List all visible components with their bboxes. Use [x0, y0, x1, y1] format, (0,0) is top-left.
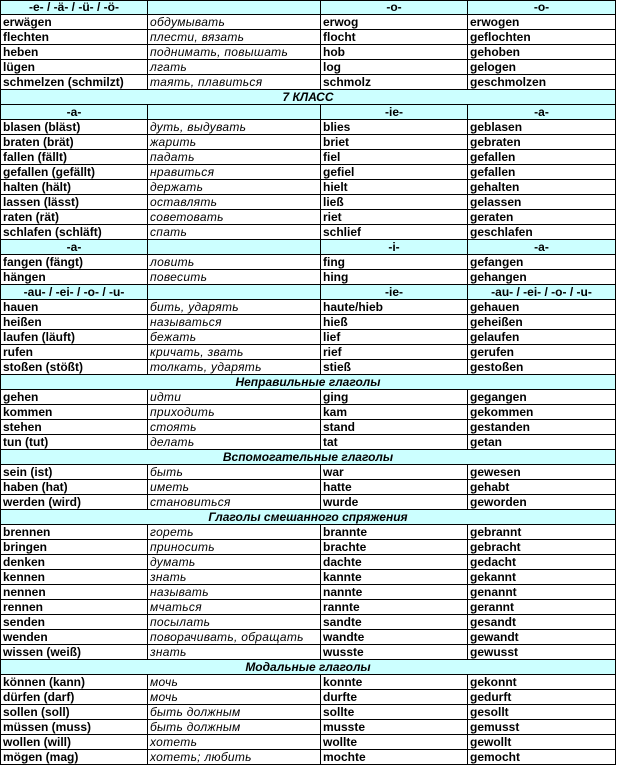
participle-cell: gesandt [468, 615, 616, 629]
table-row [1, 45, 616, 60]
empty-cell [148, 105, 321, 119]
preterite-cell: riet [321, 210, 468, 224]
translation-cell: спать [148, 225, 321, 239]
translation-cell: держать [148, 180, 321, 194]
table-row [1, 150, 616, 165]
preterite-cell: erwog [321, 15, 468, 29]
infinitive-cell: heben [1, 45, 148, 59]
table-row [1, 465, 616, 480]
table-row [1, 255, 616, 270]
preterite-cell: konnte [321, 675, 468, 689]
preterite-cell: hing [321, 270, 468, 284]
participle-cell: gehoben [468, 45, 616, 59]
preterite-cell: tat [321, 435, 468, 449]
preterite-cell: wusste [321, 645, 468, 659]
infinitive-cell: stoßen (stößt) [1, 360, 148, 374]
table-row [1, 120, 616, 135]
infinitive-cell: sollen (soll) [1, 705, 148, 719]
pattern-preterite-cell: -ie- [321, 105, 468, 119]
preterite-cell: ließ [321, 195, 468, 209]
table-row [1, 180, 616, 195]
section-header-row [1, 375, 616, 390]
participle-cell: gehangen [468, 270, 616, 284]
translation-cell: бежать [148, 330, 321, 344]
translation-cell: идти [148, 390, 321, 404]
infinitive-cell: wenden [1, 630, 148, 644]
preterite-cell: sollte [321, 705, 468, 719]
section-header-row [1, 90, 616, 105]
participle-cell: genannt [468, 585, 616, 599]
participle-cell: gesollt [468, 705, 616, 719]
participle-cell: gehabt [468, 480, 616, 494]
participle-cell: gelassen [468, 195, 616, 209]
preterite-cell: wurde [321, 495, 468, 509]
participle-cell: gewusst [468, 645, 616, 659]
infinitive-cell: senden [1, 615, 148, 629]
infinitive-cell: stehen [1, 420, 148, 434]
translation-cell: называться [148, 315, 321, 329]
translation-cell: мочь [148, 675, 321, 689]
infinitive-cell: lassen (lässt) [1, 195, 148, 209]
table-row [1, 555, 616, 570]
table-row [1, 15, 616, 30]
translation-cell: плести, вязать [148, 30, 321, 44]
empty-cell [148, 240, 321, 254]
pattern-infinitive-cell: -e- / -ä- / -ü- / -ö- [1, 1, 148, 14]
preterite-cell: mochte [321, 750, 468, 764]
pattern-participle-cell: -au- / -ei- / -o- / -u- [468, 285, 616, 299]
participle-cell: gebracht [468, 540, 616, 554]
table-row [1, 360, 616, 375]
participle-cell: gekannt [468, 570, 616, 584]
table-row [1, 390, 616, 405]
infinitive-cell: sein (ist) [1, 465, 148, 479]
preterite-cell: hielt [321, 180, 468, 194]
translation-cell: ловить [148, 255, 321, 269]
infinitive-cell: müssen (muss) [1, 720, 148, 734]
participle-cell: gerufen [468, 345, 616, 359]
participle-cell: gemocht [468, 750, 616, 764]
translation-cell: посылать [148, 615, 321, 629]
table-row [1, 225, 616, 240]
preterite-cell: log [321, 60, 468, 74]
infinitive-cell: raten (rät) [1, 210, 148, 224]
participle-cell: gewandt [468, 630, 616, 644]
table-row [1, 690, 616, 705]
translation-cell: быть [148, 465, 321, 479]
preterite-cell: sandte [321, 615, 468, 629]
translation-cell: приносить [148, 540, 321, 554]
participle-cell: gefallen [468, 165, 616, 179]
table-row [1, 735, 616, 750]
preterite-cell: ging [321, 390, 468, 404]
table-row [1, 480, 616, 495]
participle-cell: gegangen [468, 390, 616, 404]
table-row [1, 750, 616, 765]
infinitive-cell: schlafen (schläft) [1, 225, 148, 239]
preterite-cell: lief [321, 330, 468, 344]
participle-cell: gekommen [468, 405, 616, 419]
table-row [1, 525, 616, 540]
preterite-cell: hatte [321, 480, 468, 494]
vowel-pattern-row [1, 105, 616, 120]
table-row [1, 570, 616, 585]
table-row [1, 270, 616, 285]
infinitive-cell: hauen [1, 300, 148, 314]
pattern-participle-cell: -o- [468, 1, 616, 14]
translation-cell: мочь [148, 690, 321, 704]
preterite-cell: brachte [321, 540, 468, 554]
infinitive-cell: rufen [1, 345, 148, 359]
infinitive-cell: heißen [1, 315, 148, 329]
table-row [1, 135, 616, 150]
participle-cell: gebraten [468, 135, 616, 149]
translation-cell: таять, плавиться [148, 75, 321, 89]
preterite-cell: blies [321, 120, 468, 134]
infinitive-cell: lügen [1, 60, 148, 74]
infinitive-cell: blasen (bläst) [1, 120, 148, 134]
preterite-cell: flocht [321, 30, 468, 44]
participle-cell: getan [468, 435, 616, 449]
participle-cell: geblasen [468, 120, 616, 134]
preterite-cell: durfte [321, 690, 468, 704]
preterite-cell: rief [321, 345, 468, 359]
table-row [1, 675, 616, 690]
participle-cell: gewollt [468, 735, 616, 749]
table-row [1, 60, 616, 75]
vowel-pattern-row [1, 240, 616, 255]
pattern-participle-cell: -a- [468, 105, 616, 119]
participle-cell: geschlafen [468, 225, 616, 239]
infinitive-cell: kennen [1, 570, 148, 584]
translation-cell: знать [148, 570, 321, 584]
translation-cell: повесить [148, 270, 321, 284]
infinitive-cell: braten (brät) [1, 135, 148, 149]
translation-cell: нравиться [148, 165, 321, 179]
translation-cell: стоять [148, 420, 321, 434]
table-row [1, 540, 616, 555]
table-row [1, 630, 616, 645]
pattern-infinitive-cell: -a- [1, 240, 148, 254]
preterite-cell: hieß [321, 315, 468, 329]
table-row [1, 315, 616, 330]
infinitive-cell: gefallen (gefällt) [1, 165, 148, 179]
preterite-cell: wollte [321, 735, 468, 749]
section-title: Модальные глаголы [1, 660, 616, 674]
pattern-participle-cell: -a- [468, 240, 616, 254]
table-row [1, 165, 616, 180]
translation-cell: советовать [148, 210, 321, 224]
table-row [1, 495, 616, 510]
infinitive-cell: laufen (läuft) [1, 330, 148, 344]
infinitive-cell: erwägen [1, 15, 148, 29]
preterite-cell: schlief [321, 225, 468, 239]
preterite-cell: kam [321, 405, 468, 419]
infinitive-cell: können (kann) [1, 675, 148, 689]
table-row [1, 75, 616, 90]
table-row [1, 210, 616, 225]
infinitive-cell: mögen (mag) [1, 750, 148, 764]
infinitive-cell: denken [1, 555, 148, 569]
participle-cell: geraten [468, 210, 616, 224]
table-row [1, 345, 616, 360]
pattern-infinitive-cell: -au- / -ei- / -o- / -u- [1, 285, 148, 299]
preterite-cell: gefiel [321, 165, 468, 179]
participle-cell: gekonnt [468, 675, 616, 689]
table-row [1, 645, 616, 660]
participle-cell: gehalten [468, 180, 616, 194]
translation-cell: поворачивать, обращать [148, 630, 321, 644]
translation-cell: обдумывать [148, 15, 321, 29]
participle-cell: erwogen [468, 15, 616, 29]
infinitive-cell: schmelzen (schmilzt) [1, 75, 148, 89]
translation-cell: толкать, ударять [148, 360, 321, 374]
translation-cell: становиться [148, 495, 321, 509]
table-row [1, 720, 616, 735]
participle-cell: gestanden [468, 420, 616, 434]
infinitive-cell: brennen [1, 525, 148, 539]
preterite-cell: fing [321, 255, 468, 269]
participle-cell: gehauen [468, 300, 616, 314]
translation-cell: падать [148, 150, 321, 164]
infinitive-cell: wollen (will) [1, 735, 148, 749]
translation-cell: знать [148, 645, 321, 659]
translation-cell: мчаться [148, 600, 321, 614]
pattern-infinitive-cell: -a- [1, 105, 148, 119]
translation-cell: хотеть; любить [148, 750, 321, 764]
participle-cell: gelogen [468, 60, 616, 74]
participle-cell: gebrannt [468, 525, 616, 539]
section-header-row [1, 510, 616, 525]
table-row [1, 615, 616, 630]
infinitive-cell: bringen [1, 540, 148, 554]
preterite-cell: briet [321, 135, 468, 149]
participle-cell: gefangen [468, 255, 616, 269]
table-row [1, 585, 616, 600]
preterite-cell: stand [321, 420, 468, 434]
infinitive-cell: werden (wird) [1, 495, 148, 509]
section-title: Глаголы смешанного спряжения [1, 510, 616, 524]
section-header-row [1, 660, 616, 675]
participle-cell: geheißen [468, 315, 616, 329]
pattern-preterite-cell: -ie- [321, 285, 468, 299]
preterite-cell: wandte [321, 630, 468, 644]
infinitive-cell: flechten [1, 30, 148, 44]
infinitive-cell: tun (tut) [1, 435, 148, 449]
preterite-cell: war [321, 465, 468, 479]
preterite-cell: haute/hieb [321, 300, 468, 314]
infinitive-cell: dürfen (darf) [1, 690, 148, 704]
translation-cell: оставлять [148, 195, 321, 209]
translation-cell: думать [148, 555, 321, 569]
table-row [1, 600, 616, 615]
participle-cell: gerannt [468, 600, 616, 614]
participle-cell: geflochten [468, 30, 616, 44]
pattern-preterite-cell: -i- [321, 240, 468, 254]
infinitive-cell: wissen (weiß) [1, 645, 148, 659]
participle-cell: gewesen [468, 465, 616, 479]
empty-cell [148, 1, 321, 14]
preterite-cell: kannte [321, 570, 468, 584]
preterite-cell: hob [321, 45, 468, 59]
translation-cell: хотеть [148, 735, 321, 749]
participle-cell: gelaufen [468, 330, 616, 344]
participle-cell: gedacht [468, 555, 616, 569]
translation-cell: быть должным [148, 705, 321, 719]
participle-cell: geworden [468, 495, 616, 509]
participle-cell: gefallen [468, 150, 616, 164]
preterite-cell: schmolz [321, 75, 468, 89]
participle-cell: gestoßen [468, 360, 616, 374]
infinitive-cell: fallen (fällt) [1, 150, 148, 164]
table-row [1, 300, 616, 315]
translation-cell: поднимать, повышать [148, 45, 321, 59]
translation-cell: приходить [148, 405, 321, 419]
empty-cell [148, 285, 321, 299]
translation-cell: дуть, выдувать [148, 120, 321, 134]
table-row [1, 435, 616, 450]
translation-cell: гореть [148, 525, 321, 539]
translation-cell: кричать, звать [148, 345, 321, 359]
translation-cell: бить, ударять [148, 300, 321, 314]
translation-cell: иметь [148, 480, 321, 494]
participle-cell: gemusst [468, 720, 616, 734]
participle-cell: geschmolzen [468, 75, 616, 89]
infinitive-cell: halten (hält) [1, 180, 148, 194]
preterite-cell: fiel [321, 150, 468, 164]
section-title: Вспомогательные глаголы [1, 450, 616, 464]
table-row [1, 195, 616, 210]
table-row [1, 420, 616, 435]
translation-cell: делать [148, 435, 321, 449]
preterite-cell: rannte [321, 600, 468, 614]
preterite-cell: nannte [321, 585, 468, 599]
translation-cell: лгать [148, 60, 321, 74]
section-header-row [1, 450, 616, 465]
infinitive-cell: kommen [1, 405, 148, 419]
table-row [1, 405, 616, 420]
table-row [1, 30, 616, 45]
infinitive-cell: gehen [1, 390, 148, 404]
infinitive-cell: hängen [1, 270, 148, 284]
preterite-cell: stieß [321, 360, 468, 374]
infinitive-cell: haben (hat) [1, 480, 148, 494]
infinitive-cell: nennen [1, 585, 148, 599]
translation-cell: жарить [148, 135, 321, 149]
translation-cell: называть [148, 585, 321, 599]
infinitive-cell: rennen [1, 600, 148, 614]
preterite-cell: dachte [321, 555, 468, 569]
vowel-pattern-row [1, 1, 616, 15]
infinitive-cell: fangen (fängt) [1, 255, 148, 269]
section-title: 7 КЛАСС [1, 90, 616, 104]
pattern-preterite-cell: -o- [321, 1, 468, 14]
vowel-pattern-row [1, 285, 616, 300]
translation-cell: быть должным [148, 720, 321, 734]
preterite-cell: brannte [321, 525, 468, 539]
participle-cell: gedurft [468, 690, 616, 704]
table-row [1, 330, 616, 345]
table-row [1, 705, 616, 720]
preterite-cell: musste [321, 720, 468, 734]
section-title: Неправильные глаголы [1, 375, 616, 389]
